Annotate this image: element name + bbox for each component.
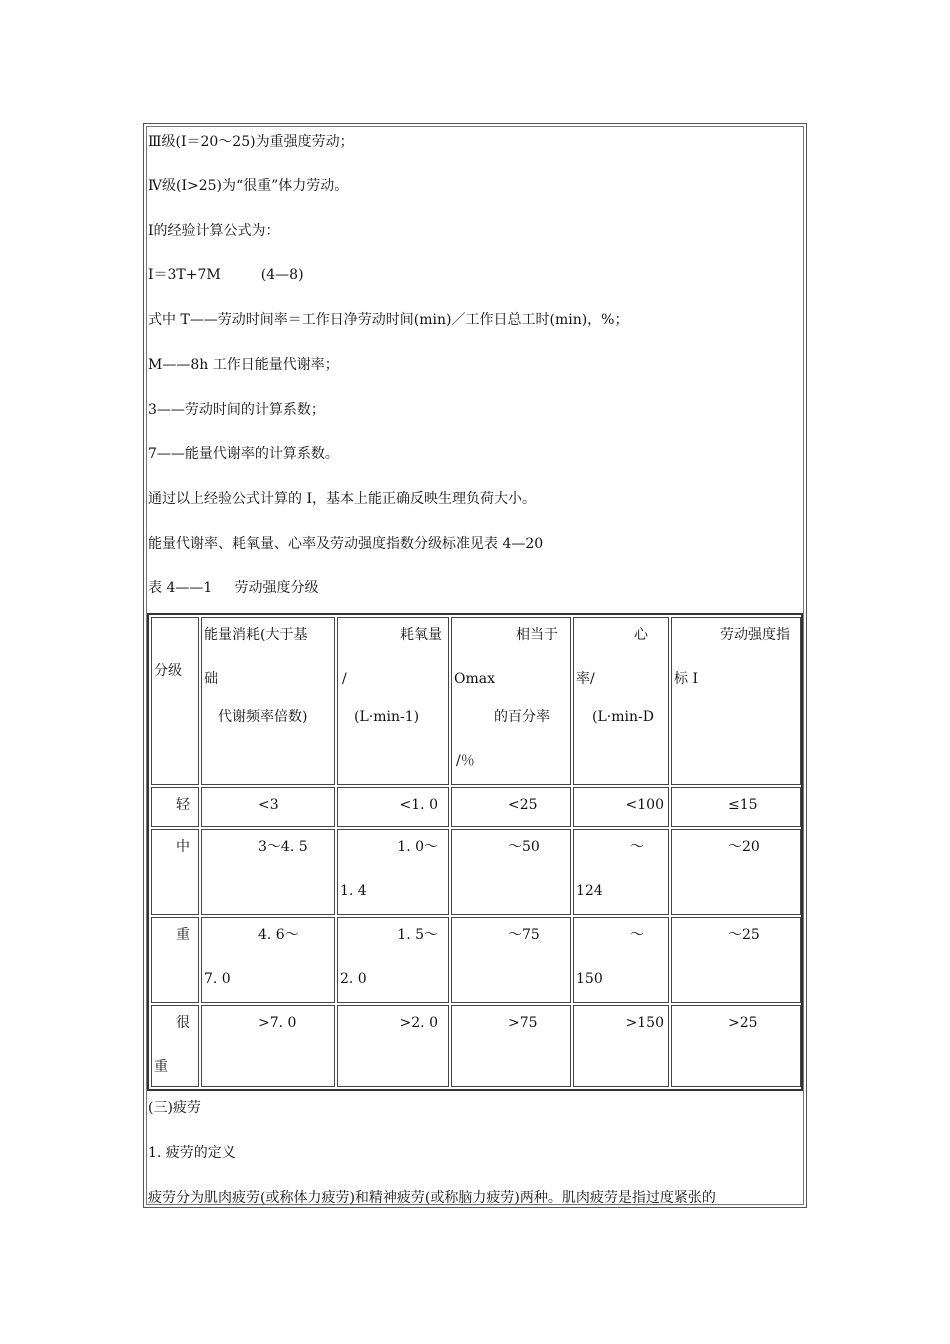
text-line: I的经验计算公式为： [148, 223, 280, 239]
table-cell: 1. 0～ 1. 4 [337, 829, 449, 915]
table-cell: ≤15 [671, 787, 801, 827]
table-cell: >75 [451, 1005, 571, 1087]
table-cell: ～ 150 [573, 917, 669, 1003]
header-oxygen: 耗氧量 / (L·min-1) [337, 617, 449, 785]
table-cell: 4. 6～ 7. 0 [201, 917, 335, 1003]
table-cell: 轻 [151, 787, 199, 827]
text-line: 通过以上经验公式计算的 I，基本上能正确反映生理负荷大小。 [148, 491, 536, 507]
table-cell: 重 [151, 917, 199, 1003]
table-cell: 很 重 [151, 1005, 199, 1087]
table-cell: >150 [573, 1005, 669, 1087]
formula-line: I＝3T+7M (4—8) [148, 267, 304, 283]
table-cell: >7. 0 [201, 1005, 335, 1087]
table-cell: ～ 124 [573, 829, 669, 915]
header-heart-rate: 心 率/ (L·min-D [573, 617, 669, 785]
header-percent: 相当于 Omax 的百分率 /％ [451, 617, 571, 785]
table-cell: 中 [151, 829, 199, 915]
table-cell: <100 [573, 787, 669, 827]
text-line: 疲劳分为肌肉疲劳(或称体力疲劳)和精神疲劳(或称脑力疲劳)两种。肌肉疲劳是指过度紧张的 [148, 1190, 716, 1206]
text-line: Ⅳ级(I>25)为“很重”体力劳动。 [148, 178, 349, 194]
table-cell: 3～4. 5 [201, 829, 335, 915]
header-index: 劳动强度指 标 I [671, 617, 801, 785]
table-cell: ～50 [451, 829, 571, 915]
text-line: Ⅲ级(I＝20～25)为重强度劳动； [148, 134, 354, 150]
subsection-heading: 1. 疲劳的定义 [148, 1145, 236, 1161]
text-line: M——8h 工作日能量代谢率； [148, 357, 339, 373]
text-line: 式中 T——劳动时间率＝工作日净劳动时间(min)／工作日总工时(min)，%； [148, 312, 629, 328]
table-cell: >2. 0 [337, 1005, 449, 1087]
section-heading: (三)疲劳 [148, 1100, 201, 1116]
header-energy: 能量消耗(大于基 础 代谢频率倍数) [201, 617, 335, 785]
table-caption: 表 4——1 劳动强度分级 [148, 580, 319, 596]
text-line: 7——能量代谢率的计算系数。 [148, 446, 339, 462]
labor-intensity-table [147, 613, 803, 1091]
table-cell: ～75 [451, 917, 571, 1003]
table-cell: <1. 0 [337, 787, 449, 827]
header-grade: 分级 [151, 617, 199, 785]
table-cell: <3 [201, 787, 335, 827]
text-line: 3——劳动时间的计算系数； [148, 402, 325, 418]
table-cell: 1. 5～ 2. 0 [337, 917, 449, 1003]
table-cell: >25 [671, 1005, 801, 1087]
table-cell: ～20 [671, 829, 801, 915]
table-cell: <25 [451, 787, 571, 827]
text-line: 能量代谢率、耗氧量、心率及劳动强度指数分级标准见表 4—20 [148, 536, 544, 552]
table-cell: ～25 [671, 917, 801, 1003]
